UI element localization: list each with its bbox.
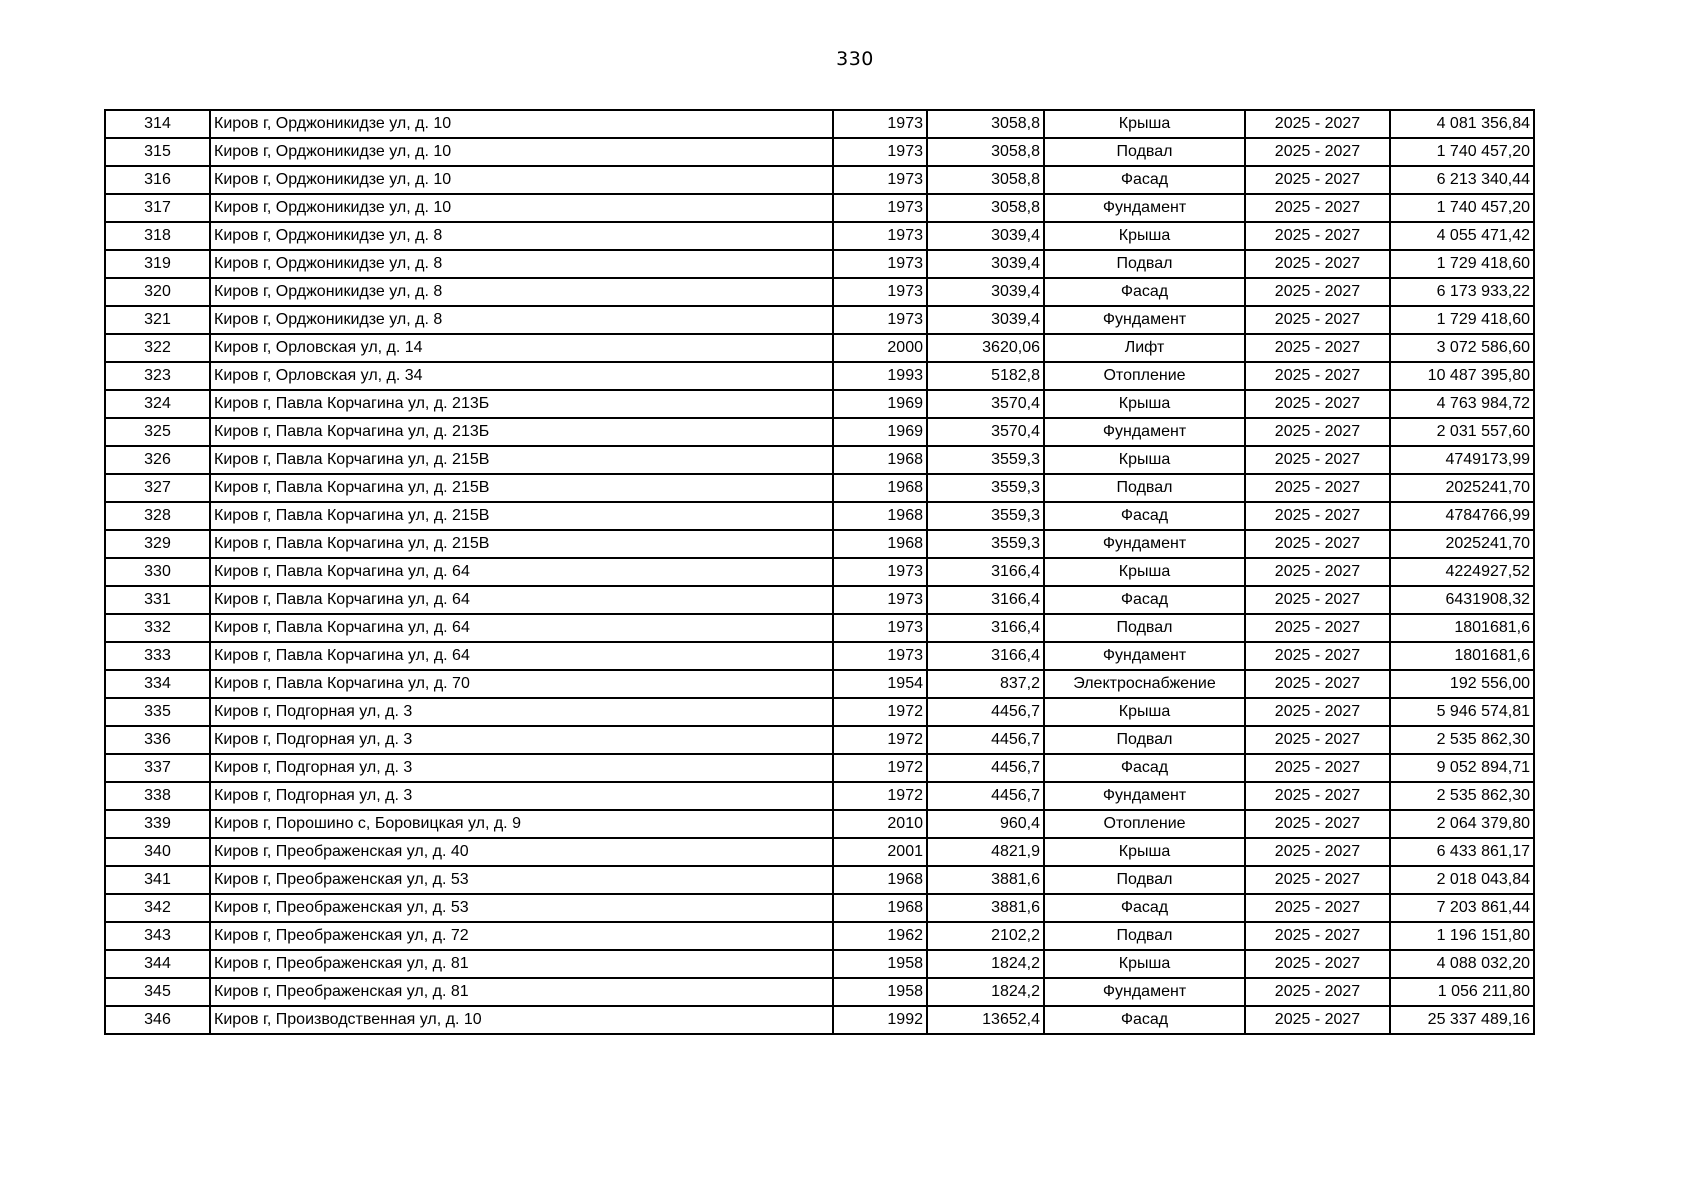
cost-cell: 7 203 861,44	[1390, 894, 1534, 922]
area-cell: 3559,3	[927, 502, 1044, 530]
year-built-cell: 1958	[833, 950, 927, 978]
cost-cell: 2 535 862,30	[1390, 782, 1534, 810]
area-cell: 4456,7	[927, 698, 1044, 726]
table-row	[105, 138, 1534, 166]
table-row	[105, 978, 1534, 1006]
table-row	[105, 334, 1534, 362]
year-built-cell: 1962	[833, 922, 927, 950]
row-number-cell: 314	[105, 110, 210, 138]
address-cell: Киров г, Павла Корчагина ул, д. 215В	[210, 446, 833, 474]
period-cell: 2025 - 2027	[1245, 586, 1390, 614]
address-cell: Киров г, Орджоникидзе ул, д. 10	[210, 110, 833, 138]
work-type-cell: Фундамент	[1044, 642, 1245, 670]
area-cell: 4456,7	[927, 726, 1044, 754]
period-cell: 2025 - 2027	[1245, 978, 1390, 1006]
year-built-cell: 1973	[833, 222, 927, 250]
area-cell: 3881,6	[927, 894, 1044, 922]
cost-cell: 6 433 861,17	[1390, 838, 1534, 866]
year-built-cell: 1968	[833, 474, 927, 502]
address-cell: Киров г, Павла Корчагина ул, д. 213Б	[210, 390, 833, 418]
year-built-cell: 1992	[833, 1006, 927, 1034]
row-number-cell: 326	[105, 446, 210, 474]
work-type-cell: Фундамент	[1044, 782, 1245, 810]
work-type-cell: Подвал	[1044, 474, 1245, 502]
table-row	[105, 782, 1534, 810]
area-cell: 5182,8	[927, 362, 1044, 390]
area-cell: 3559,3	[927, 530, 1044, 558]
area-cell: 4456,7	[927, 754, 1044, 782]
area-cell: 3559,3	[927, 446, 1044, 474]
cost-cell: 10 487 395,80	[1390, 362, 1534, 390]
row-number-cell: 315	[105, 138, 210, 166]
table-body	[105, 110, 1534, 1034]
period-cell: 2025 - 2027	[1245, 642, 1390, 670]
area-cell: 3039,4	[927, 306, 1044, 334]
period-cell: 2025 - 2027	[1245, 894, 1390, 922]
row-number-cell: 323	[105, 362, 210, 390]
row-number-cell: 325	[105, 418, 210, 446]
year-built-cell: 1993	[833, 362, 927, 390]
year-built-cell: 1973	[833, 110, 927, 138]
cost-cell: 1 740 457,20	[1390, 194, 1534, 222]
area-cell: 3058,8	[927, 166, 1044, 194]
table-row	[105, 670, 1534, 698]
area-cell: 3166,4	[927, 558, 1044, 586]
area-cell: 3166,4	[927, 642, 1044, 670]
area-cell: 3570,4	[927, 390, 1044, 418]
work-type-cell: Лифт	[1044, 334, 1245, 362]
row-number-cell: 322	[105, 334, 210, 362]
cost-cell: 192 556,00	[1390, 670, 1534, 698]
year-built-cell: 1968	[833, 446, 927, 474]
work-type-cell: Крыша	[1044, 390, 1245, 418]
year-built-cell: 1969	[833, 418, 927, 446]
area-cell: 837,2	[927, 670, 1044, 698]
row-number-cell: 334	[105, 670, 210, 698]
page-number: 330	[836, 48, 874, 70]
work-type-cell: Крыша	[1044, 222, 1245, 250]
row-number-cell: 340	[105, 838, 210, 866]
table-row	[105, 390, 1534, 418]
work-type-cell: Подвал	[1044, 726, 1245, 754]
area-cell: 3166,4	[927, 586, 1044, 614]
address-cell: Киров г, Павла Корчагина ул, д. 215В	[210, 530, 833, 558]
repair-schedule-table	[104, 109, 1535, 1035]
year-built-cell: 2010	[833, 810, 927, 838]
area-cell: 13652,4	[927, 1006, 1044, 1034]
period-cell: 2025 - 2027	[1245, 138, 1390, 166]
row-number-cell: 344	[105, 950, 210, 978]
address-cell: Киров г, Подгорная ул, д. 3	[210, 698, 833, 726]
cost-cell: 4 081 356,84	[1390, 110, 1534, 138]
period-cell: 2025 - 2027	[1245, 838, 1390, 866]
table-row	[105, 474, 1534, 502]
work-type-cell: Подвал	[1044, 614, 1245, 642]
work-type-cell: Отопление	[1044, 810, 1245, 838]
area-cell: 3881,6	[927, 866, 1044, 894]
row-number-cell: 333	[105, 642, 210, 670]
address-cell: Киров г, Орджоникидзе ул, д. 10	[210, 138, 833, 166]
table-row	[105, 110, 1534, 138]
year-built-cell: 2000	[833, 334, 927, 362]
address-cell: Киров г, Преображенская ул, д. 81	[210, 978, 833, 1006]
work-type-cell: Электроснабжение	[1044, 670, 1245, 698]
table-row	[105, 810, 1534, 838]
address-cell: Киров г, Подгорная ул, д. 3	[210, 754, 833, 782]
period-cell: 2025 - 2027	[1245, 810, 1390, 838]
year-built-cell: 1973	[833, 138, 927, 166]
period-cell: 2025 - 2027	[1245, 614, 1390, 642]
address-cell: Киров г, Орджоникидзе ул, д. 8	[210, 250, 833, 278]
table-row	[105, 698, 1534, 726]
address-cell: Киров г, Орловская ул, д. 34	[210, 362, 833, 390]
cost-cell: 2025241,70	[1390, 474, 1534, 502]
row-number-cell: 341	[105, 866, 210, 894]
period-cell: 2025 - 2027	[1245, 446, 1390, 474]
work-type-cell: Подвал	[1044, 138, 1245, 166]
address-cell: Киров г, Павла Корчагина ул, д. 215В	[210, 474, 833, 502]
year-built-cell: 1972	[833, 782, 927, 810]
row-number-cell: 338	[105, 782, 210, 810]
row-number-cell: 329	[105, 530, 210, 558]
table-row	[105, 922, 1534, 950]
address-cell: Киров г, Орджоникидзе ул, д. 8	[210, 222, 833, 250]
cost-cell: 2 064 379,80	[1390, 810, 1534, 838]
table-row	[105, 278, 1534, 306]
table-row	[105, 1006, 1534, 1034]
work-type-cell: Фасад	[1044, 894, 1245, 922]
row-number-cell: 342	[105, 894, 210, 922]
work-type-cell: Фундамент	[1044, 418, 1245, 446]
table-row	[105, 642, 1534, 670]
cost-cell: 2 031 557,60	[1390, 418, 1534, 446]
work-type-cell: Крыша	[1044, 950, 1245, 978]
row-number-cell: 316	[105, 166, 210, 194]
period-cell: 2025 - 2027	[1245, 278, 1390, 306]
work-type-cell: Фундамент	[1044, 530, 1245, 558]
work-type-cell: Фасад	[1044, 278, 1245, 306]
table-row	[105, 250, 1534, 278]
row-number-cell: 321	[105, 306, 210, 334]
period-cell: 2025 - 2027	[1245, 866, 1390, 894]
period-cell: 2025 - 2027	[1245, 194, 1390, 222]
area-cell: 4456,7	[927, 782, 1044, 810]
address-cell: Киров г, Орловская ул, д. 14	[210, 334, 833, 362]
period-cell: 2025 - 2027	[1245, 670, 1390, 698]
year-built-cell: 1973	[833, 642, 927, 670]
area-cell: 3570,4	[927, 418, 1044, 446]
cost-cell: 4749173,99	[1390, 446, 1534, 474]
address-cell: Киров г, Павла Корчагина ул, д. 64	[210, 586, 833, 614]
work-type-cell: Фасад	[1044, 502, 1245, 530]
row-number-cell: 339	[105, 810, 210, 838]
cost-cell: 4 763 984,72	[1390, 390, 1534, 418]
cost-cell: 4 055 471,42	[1390, 222, 1534, 250]
cost-cell: 6 173 933,22	[1390, 278, 1534, 306]
cost-cell: 4 088 032,20	[1390, 950, 1534, 978]
table-row	[105, 614, 1534, 642]
address-cell: Киров г, Орджоникидзе ул, д. 10	[210, 166, 833, 194]
period-cell: 2025 - 2027	[1245, 362, 1390, 390]
work-type-cell: Крыша	[1044, 110, 1245, 138]
row-number-cell: 330	[105, 558, 210, 586]
row-number-cell: 345	[105, 978, 210, 1006]
cost-cell: 1 729 418,60	[1390, 250, 1534, 278]
cost-cell: 25 337 489,16	[1390, 1006, 1534, 1034]
year-built-cell: 1973	[833, 558, 927, 586]
period-cell: 2025 - 2027	[1245, 250, 1390, 278]
cost-cell: 3 072 586,60	[1390, 334, 1534, 362]
year-built-cell: 1969	[833, 390, 927, 418]
table-row	[105, 754, 1534, 782]
year-built-cell: 1973	[833, 614, 927, 642]
year-built-cell: 1973	[833, 166, 927, 194]
table-row	[105, 558, 1534, 586]
address-cell: Киров г, Павла Корчагина ул, д. 64	[210, 614, 833, 642]
row-number-cell: 332	[105, 614, 210, 642]
period-cell: 2025 - 2027	[1245, 334, 1390, 362]
row-number-cell: 327	[105, 474, 210, 502]
address-cell: Киров г, Подгорная ул, д. 3	[210, 782, 833, 810]
period-cell: 2025 - 2027	[1245, 474, 1390, 502]
area-cell: 3166,4	[927, 614, 1044, 642]
row-number-cell: 317	[105, 194, 210, 222]
area-cell: 3058,8	[927, 110, 1044, 138]
table-row	[105, 166, 1534, 194]
period-cell: 2025 - 2027	[1245, 782, 1390, 810]
area-cell: 3039,4	[927, 250, 1044, 278]
table-row	[105, 362, 1534, 390]
period-cell: 2025 - 2027	[1245, 558, 1390, 586]
area-cell: 3039,4	[927, 222, 1044, 250]
work-type-cell: Крыша	[1044, 838, 1245, 866]
area-cell: 3559,3	[927, 474, 1044, 502]
table-row	[105, 726, 1534, 754]
cost-cell: 6 213 340,44	[1390, 166, 1534, 194]
table-row	[105, 306, 1534, 334]
address-cell: Киров г, Преображенская ул, д. 72	[210, 922, 833, 950]
table-row	[105, 418, 1534, 446]
area-cell: 3039,4	[927, 278, 1044, 306]
period-cell: 2025 - 2027	[1245, 530, 1390, 558]
cost-cell: 6431908,32	[1390, 586, 1534, 614]
table-row	[105, 894, 1534, 922]
year-built-cell: 1954	[833, 670, 927, 698]
work-type-cell: Фундамент	[1044, 306, 1245, 334]
table-row	[105, 586, 1534, 614]
cost-cell: 1801681,6	[1390, 614, 1534, 642]
area-cell: 960,4	[927, 810, 1044, 838]
address-cell: Киров г, Орджоникидзе ул, д. 8	[210, 278, 833, 306]
year-built-cell: 1973	[833, 250, 927, 278]
cost-cell: 9 052 894,71	[1390, 754, 1534, 782]
work-type-cell: Фасад	[1044, 166, 1245, 194]
period-cell: 2025 - 2027	[1245, 1006, 1390, 1034]
period-cell: 2025 - 2027	[1245, 166, 1390, 194]
address-cell: Киров г, Подгорная ул, д. 3	[210, 726, 833, 754]
cost-cell: 1 056 211,80	[1390, 978, 1534, 1006]
period-cell: 2025 - 2027	[1245, 390, 1390, 418]
cost-cell: 1 740 457,20	[1390, 138, 1534, 166]
work-type-cell: Крыша	[1044, 558, 1245, 586]
cost-cell: 2 018 043,84	[1390, 866, 1534, 894]
year-built-cell: 1972	[833, 726, 927, 754]
year-built-cell: 1972	[833, 754, 927, 782]
row-number-cell: 337	[105, 754, 210, 782]
year-built-cell: 1958	[833, 978, 927, 1006]
address-cell: Киров г, Орджоникидзе ул, д. 10	[210, 194, 833, 222]
table-row	[105, 838, 1534, 866]
area-cell: 4821,9	[927, 838, 1044, 866]
row-number-cell: 324	[105, 390, 210, 418]
year-built-cell: 1968	[833, 530, 927, 558]
row-number-cell: 320	[105, 278, 210, 306]
address-cell: Киров г, Порошино с, Боровицкая ул, д. 9	[210, 810, 833, 838]
period-cell: 2025 - 2027	[1245, 754, 1390, 782]
area-cell: 2102,2	[927, 922, 1044, 950]
work-type-cell: Крыша	[1044, 446, 1245, 474]
address-cell: Киров г, Преображенская ул, д. 53	[210, 894, 833, 922]
year-built-cell: 1972	[833, 698, 927, 726]
period-cell: 2025 - 2027	[1245, 306, 1390, 334]
address-cell: Киров г, Павла Корчагина ул, д. 215В	[210, 502, 833, 530]
row-number-cell: 343	[105, 922, 210, 950]
year-built-cell: 1973	[833, 306, 927, 334]
period-cell: 2025 - 2027	[1245, 726, 1390, 754]
period-cell: 2025 - 2027	[1245, 950, 1390, 978]
table-row	[105, 530, 1534, 558]
cost-cell: 2025241,70	[1390, 530, 1534, 558]
cost-cell: 4224927,52	[1390, 558, 1534, 586]
address-cell: Киров г, Преображенская ул, д. 53	[210, 866, 833, 894]
address-cell: Киров г, Павла Корчагина ул, д. 64	[210, 642, 833, 670]
row-number-cell: 328	[105, 502, 210, 530]
row-number-cell: 331	[105, 586, 210, 614]
work-type-cell: Подвал	[1044, 866, 1245, 894]
period-cell: 2025 - 2027	[1245, 502, 1390, 530]
address-cell: Киров г, Преображенская ул, д. 81	[210, 950, 833, 978]
year-built-cell: 1968	[833, 894, 927, 922]
row-number-cell: 319	[105, 250, 210, 278]
row-number-cell: 335	[105, 698, 210, 726]
table-row	[105, 446, 1534, 474]
year-built-cell: 1968	[833, 866, 927, 894]
cost-cell: 5 946 574,81	[1390, 698, 1534, 726]
address-cell: Киров г, Производственная ул, д. 10	[210, 1006, 833, 1034]
cost-cell: 1 729 418,60	[1390, 306, 1534, 334]
table-row	[105, 194, 1534, 222]
work-type-cell: Подвал	[1044, 922, 1245, 950]
table-row	[105, 222, 1534, 250]
period-cell: 2025 - 2027	[1245, 222, 1390, 250]
work-type-cell: Фасад	[1044, 1006, 1245, 1034]
work-type-cell: Подвал	[1044, 250, 1245, 278]
period-cell: 2025 - 2027	[1245, 698, 1390, 726]
address-cell: Киров г, Павла Корчагина ул, д. 64	[210, 558, 833, 586]
row-number-cell: 346	[105, 1006, 210, 1034]
address-cell: Киров г, Павла Корчагина ул, д. 70	[210, 670, 833, 698]
year-built-cell: 1973	[833, 278, 927, 306]
work-type-cell: Фасад	[1044, 754, 1245, 782]
cost-cell: 2 535 862,30	[1390, 726, 1534, 754]
table-row	[105, 866, 1534, 894]
area-cell: 1824,2	[927, 978, 1044, 1006]
work-type-cell: Фасад	[1044, 586, 1245, 614]
address-cell: Киров г, Орджоникидзе ул, д. 8	[210, 306, 833, 334]
cost-cell: 4784766,99	[1390, 502, 1534, 530]
work-type-cell: Фундамент	[1044, 194, 1245, 222]
year-built-cell: 1973	[833, 586, 927, 614]
work-type-cell: Отопление	[1044, 362, 1245, 390]
work-type-cell: Фундамент	[1044, 978, 1245, 1006]
row-number-cell: 318	[105, 222, 210, 250]
area-cell: 3058,8	[927, 138, 1044, 166]
area-cell: 3620,06	[927, 334, 1044, 362]
period-cell: 2025 - 2027	[1245, 418, 1390, 446]
cost-cell: 1 196 151,80	[1390, 922, 1534, 950]
year-built-cell: 2001	[833, 838, 927, 866]
row-number-cell: 336	[105, 726, 210, 754]
table-row	[105, 950, 1534, 978]
cost-cell: 1801681,6	[1390, 642, 1534, 670]
period-cell: 2025 - 2027	[1245, 922, 1390, 950]
year-built-cell: 1968	[833, 502, 927, 530]
address-cell: Киров г, Павла Корчагина ул, д. 213Б	[210, 418, 833, 446]
work-type-cell: Крыша	[1044, 698, 1245, 726]
address-cell: Киров г, Преображенская ул, д. 40	[210, 838, 833, 866]
year-built-cell: 1973	[833, 194, 927, 222]
period-cell: 2025 - 2027	[1245, 110, 1390, 138]
area-cell: 1824,2	[927, 950, 1044, 978]
area-cell: 3058,8	[927, 194, 1044, 222]
table-row	[105, 502, 1534, 530]
